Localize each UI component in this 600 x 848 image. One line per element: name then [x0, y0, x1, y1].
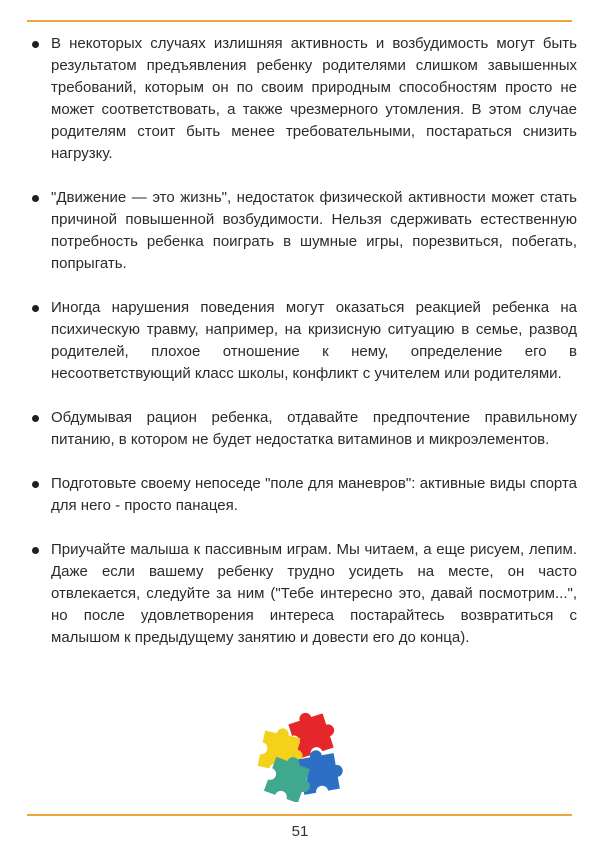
- list-item: Приучайте малыша к пассивным играм. Мы читаем, а еще рисуем, лепим. Даже если вашему ребенку трудно усидеть на месте, он часто отвлекается, следуйте за ним ("Тебе интересно это, давай посмотрим...", но после удовлетворения интереса постарайтесь возвратиться с малышом к предыдущему занятию и довести его до конца).: [30, 539, 577, 649]
- advice-list: [30, 33, 577, 649]
- list-item: Подготовьте своему непоседе "поле для маневров": активные виды спорта для него - просто панацея.: [30, 473, 577, 517]
- top-divider: [27, 20, 572, 22]
- bottom-divider: [27, 814, 572, 816]
- list-item: В некоторых случаях излишняя активность и возбудимость могут быть результатом предъявления ребенку родителями слишком завышенных требований, которым он по своим природным способностям просто не может соответствовать, а также чрезмерного утомления. В этом случае родителям стоит быть менее требовательными, постараться снизить нагрузку.: [30, 33, 577, 165]
- page-content: [30, 33, 577, 671]
- page-number: 51: [291, 823, 309, 840]
- list-item: Иногда нарушения поведения могут оказаться реакцией ребенка на психическую травму, например, на кризисную ситуацию в семье, развод родителей, плохое отношение к нему, определение его в несоответствующий класс школы, конфликт с учителем или родителями.: [30, 297, 577, 385]
- list-item: Обдумывая рацион ребенка, отдавайте предпочтение правильному питанию, в котором не будет недостатка витаминов и микроэлементов.: [30, 407, 577, 451]
- list-item: "Движение — это жизнь", недостаток физической активности может стать причиной повышенной возбудимости. Нельзя сдерживать естественную потребность ребенка поиграть в шумные игры, порезвиться, побегать, попрыгать.: [30, 187, 577, 275]
- puzzle-pieces-icon: [253, 706, 349, 802]
